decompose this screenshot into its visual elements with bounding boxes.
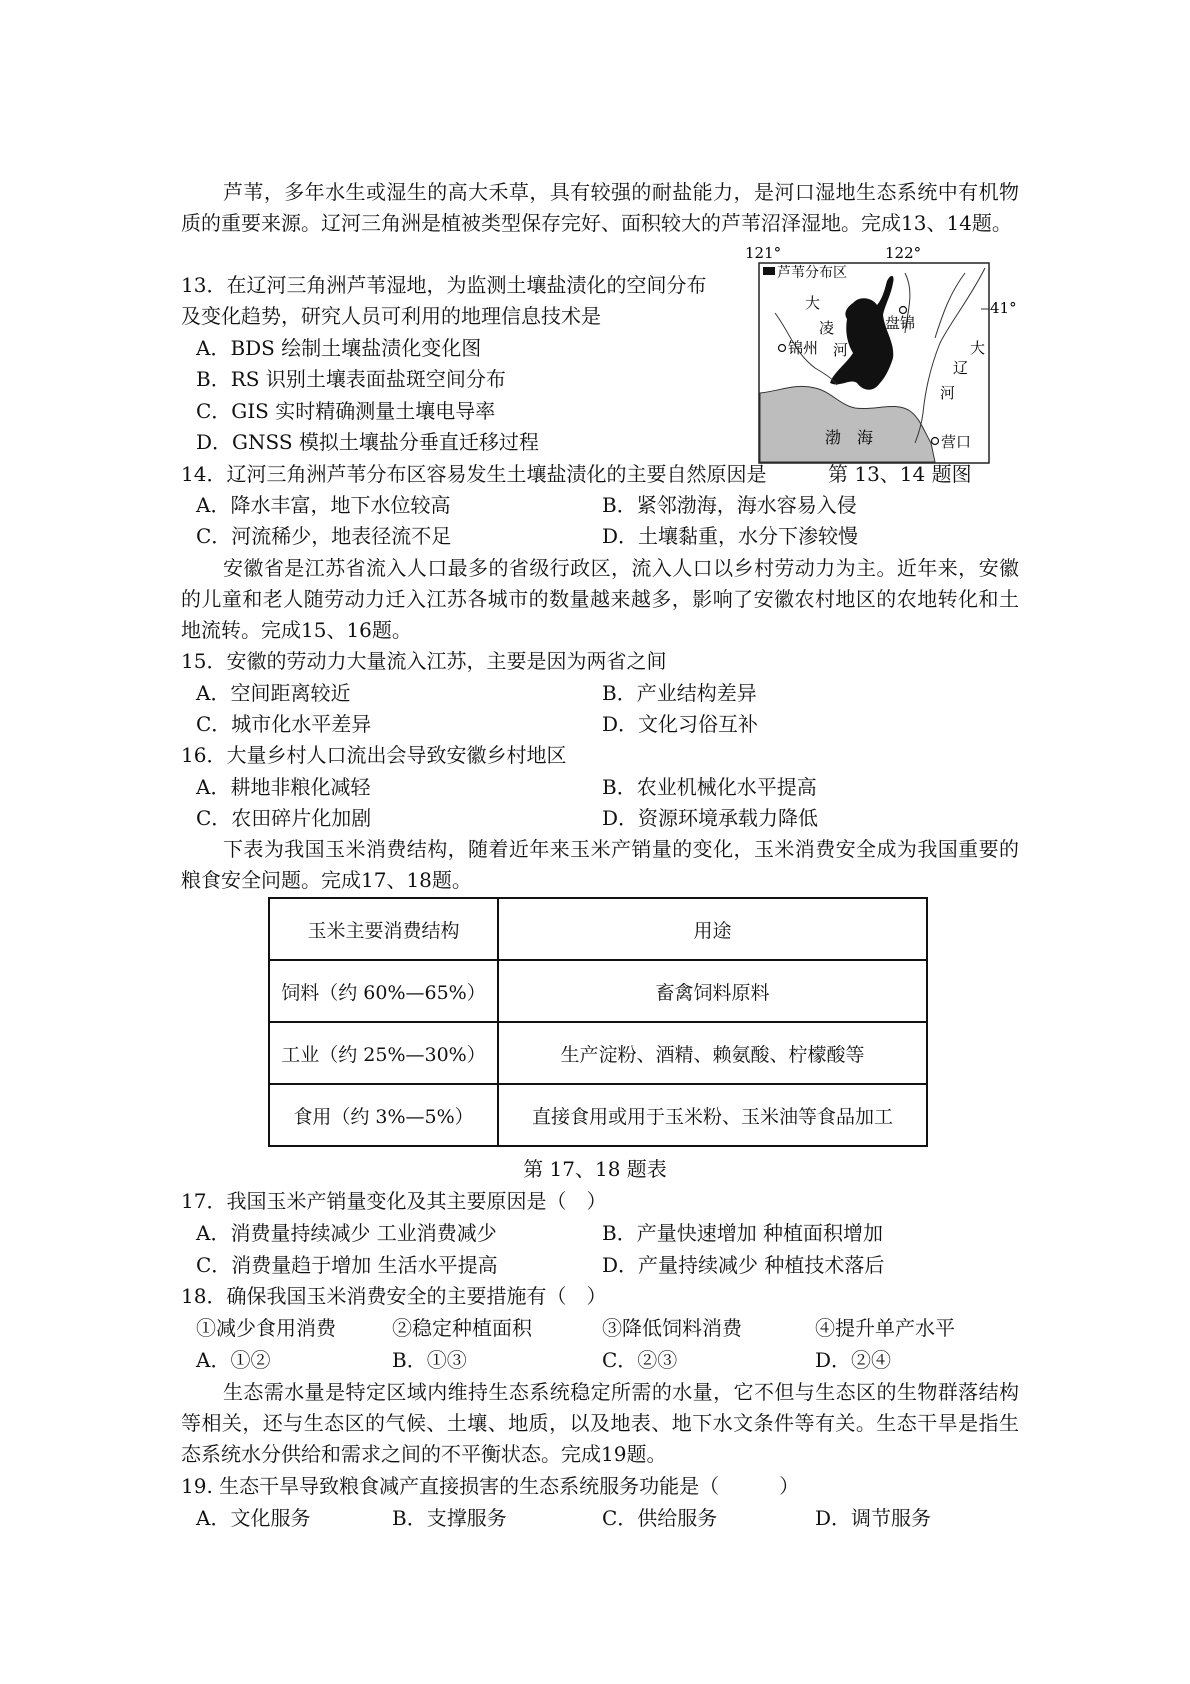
q13-option-d[interactable]: D．GNSS 模拟土壤盐分垂直迁移过程 [196, 430, 539, 454]
q19-option-b[interactable]: B．支撑服务 [392, 1506, 507, 1530]
passage-eco-drought: 生态需水量是特定区域内维持生态系统稳定所需的水量，它不但与生态区的生物群落结构等相关，还与生态区的气候、土壤、地质，以及地表、地下水文条件等有关。生态干旱是指生态系统水分供给和需求之间的不平衡状态。完成19题。 [181, 1380, 1019, 1466]
river1-char3: 河 [833, 341, 849, 359]
sea-label: 渤 海 [825, 428, 874, 447]
legend-swatch [763, 267, 775, 275]
q19-stem: 19. 生态干旱导致粮食减产直接损害的生态系统服务功能是（ ） [181, 1474, 800, 1498]
q16-stem: 16．大量乡村人口流出会导致安徽乡村地区 [181, 743, 567, 767]
q14-stem: 14．辽河三角洲芦苇分布区容易发生土壤盐渍化的主要自然原因是 [181, 462, 767, 486]
q18-measure-3: ③降低饲料消费 [602, 1316, 742, 1340]
passage-anhui: 安徽省是江苏省流入人口最多的省级行政区，流入人口以乡村劳动力为主。近年来，安徽的儿童和老人随劳动力迁入江苏各城市的数量越来越多，影响了安徽农村地区的农地转化和土地流转。完成15、16题。 [181, 556, 1019, 642]
q14-option-c[interactable]: C．河流稀少，地表径流不足 [196, 524, 452, 548]
corn-consumption-table [268, 897, 928, 1147]
q17-option-c[interactable]: C．消费量趋于增加 生活水平提高 [196, 1253, 498, 1277]
q15-option-c[interactable]: C．城市化水平差异 [196, 712, 372, 736]
jinzhou-marker [779, 345, 786, 352]
city-yingkou: 营口 [941, 433, 972, 451]
q15-stem: 15．安徽的劳动力大量流入江苏，主要是因为两省之间 [181, 649, 667, 673]
table-cell: 饲料（约 60%—65%） [269, 960, 498, 1022]
q16-option-a[interactable]: A．耕地非粮化减轻 [196, 775, 371, 799]
panjin-marker [900, 307, 907, 314]
q19-option-c[interactable]: C．供给服务 [602, 1506, 718, 1530]
map-lat-41: 41° [990, 299, 1017, 317]
q18-option-d[interactable]: D．②④ [815, 1348, 892, 1372]
q14-option-a[interactable]: A．降水丰富，地下水位较高 [196, 493, 451, 517]
q16-option-d[interactable]: D．资源环境承载力降低 [602, 806, 819, 830]
river1-char1: 大 [805, 294, 821, 312]
table-cell: 食用（约 3%—5%） [269, 1084, 498, 1146]
q19-option-a[interactable]: A．文化服务 [196, 1506, 311, 1530]
q16-option-b[interactable]: B．农业机械化水平提高 [602, 775, 817, 799]
table-row [269, 1022, 927, 1084]
q17-option-a[interactable]: A．消费量持续减少 工业消费减少 [196, 1221, 497, 1245]
q16-option-c[interactable]: C．农田碎片化加剧 [196, 806, 372, 830]
passage-corn: 下表为我国玉米消费结构，随着近年来玉米产销量的变化，玉米消费安全成为我国重要的粮食安全问题。完成17、18题。 [181, 837, 1019, 892]
q18-measure-4: ④提升单产水平 [815, 1316, 955, 1340]
table-header-cell: 用途 [498, 898, 927, 960]
q18-measure-1: ①减少食用消费 [196, 1316, 336, 1340]
q18-stem: 18．确保我国玉米消费安全的主要措施有（ ） [181, 1284, 607, 1308]
table-header-row [269, 898, 927, 960]
q13-stem-line2: 及变化趋势，研究人员可利用的地理信息技术是 [181, 304, 601, 328]
liaohe-delta-map [735, 243, 1017, 473]
map-legend-label: 芦苇分布区 [777, 265, 847, 281]
q19-option-d[interactable]: D．调节服务 [815, 1506, 932, 1530]
table-row [269, 960, 927, 1022]
q17-option-d[interactable]: D．产量持续减少 种植技术落后 [602, 1253, 885, 1277]
q14-option-b[interactable]: B．紧邻渤海，海水容易入侵 [602, 493, 857, 517]
table-cell: 工业（约 25%—30%） [269, 1022, 498, 1084]
q18-option-c[interactable]: C．②③ [602, 1348, 678, 1372]
map-lon-121: 121° [745, 244, 782, 262]
yingkou-marker [932, 438, 939, 445]
q17-stem: 17．我国玉米产销量变化及其主要原因是（ ） [181, 1189, 607, 1213]
river1-char2: 凌 [819, 319, 835, 337]
table-cell: 畜禽饲料原料 [498, 960, 927, 1022]
city-panjin: 盘锦 [885, 314, 916, 332]
river2-char1: 大 [970, 339, 986, 357]
q15-option-d[interactable]: D．文化习俗互补 [602, 712, 759, 736]
table-row [269, 1084, 927, 1146]
table-header-cell: 玉米主要消费结构 [269, 898, 498, 960]
river2-char3: 河 [940, 384, 956, 402]
table-cell: 生产淀粉、酒精、赖氨酸、柠檬酸等 [498, 1022, 927, 1084]
q13-stem-line1: 13．在辽河三角洲芦苇湿地，为监测土壤盐渍化的空间分布 [181, 273, 707, 297]
q13-option-a[interactable]: A．BDS 绘制土壤盐渍化变化图 [196, 336, 482, 360]
q15-option-b[interactable]: B．产业结构差异 [602, 681, 757, 705]
map-lon-122: 122° [885, 244, 922, 262]
city-jinzhou: 锦州 [788, 339, 819, 357]
q13-option-c[interactable]: C．GIS 实时精确测量土壤电导率 [196, 399, 496, 423]
q18-measure-2: ②稳定种植面积 [392, 1316, 532, 1340]
table-cell: 直接食用或用于玉米粉、玉米油等食品加工 [498, 1084, 927, 1146]
table-caption: 第 17、18 题表 [523, 1157, 667, 1181]
passage-reed: 芦苇，多年水生或湿生的高大禾草，具有较强的耐盐能力，是河口湿地生态系统中有机物质的重要来源。辽河三角洲是植被类型保存完好、面积较大的芦苇沼泽湿地。完成13、14题。 [181, 180, 1019, 235]
q15-option-a[interactable]: A．空间距离较近 [196, 681, 351, 705]
q13-option-b[interactable]: B．RS 识别土壤表面盐斑空间分布 [196, 367, 506, 391]
q14-option-d[interactable]: D．土壤黏重，水分下渗较慢 [602, 524, 859, 548]
river2-char2: 辽 [953, 359, 969, 377]
q18-option-a[interactable]: A．①② [196, 1348, 271, 1372]
map-caption: 第 13、14 题图 [828, 462, 972, 486]
q18-option-b[interactable]: B．①③ [392, 1348, 467, 1372]
q17-option-b[interactable]: B．产量快速增加 种植面积增加 [602, 1221, 884, 1245]
